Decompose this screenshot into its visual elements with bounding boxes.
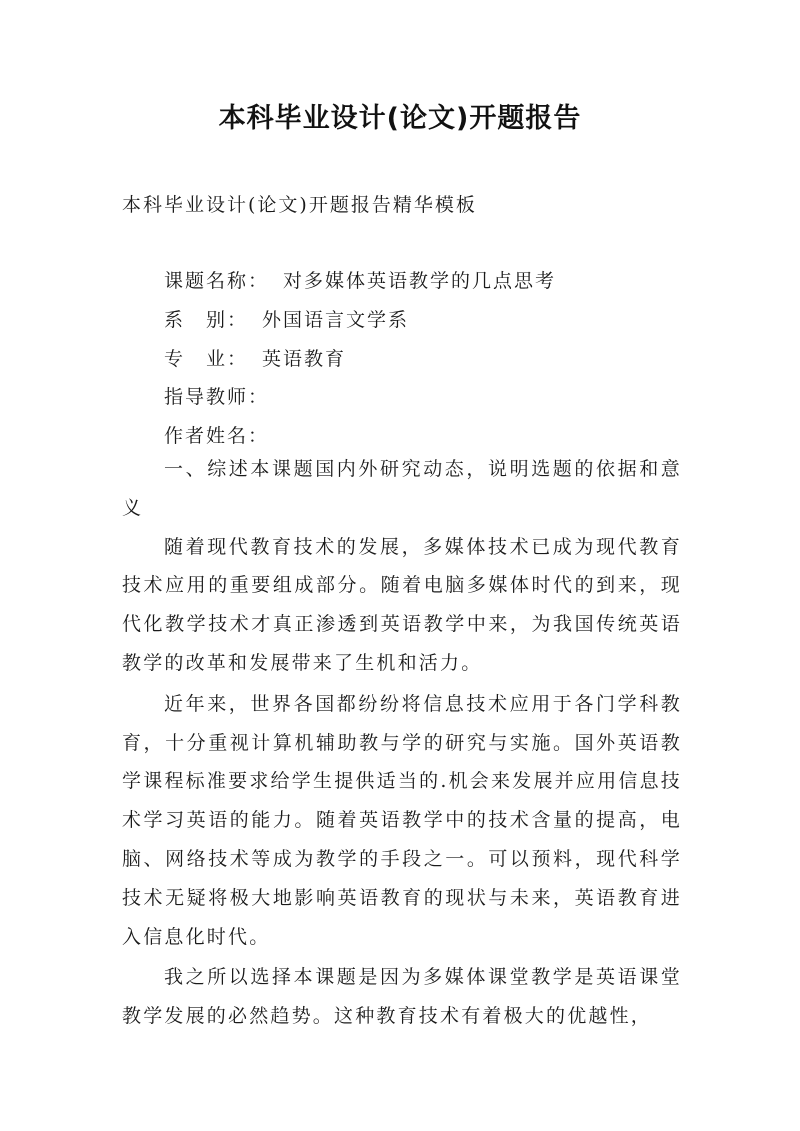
field-department-label: 系 别： bbox=[164, 309, 249, 331]
document-subtitle: 本科毕业设计(论文)开题报告精华模板 bbox=[122, 194, 477, 216]
field-major bbox=[164, 344, 346, 371]
field-topic bbox=[164, 266, 556, 293]
document-body bbox=[122, 450, 682, 1036]
field-major-value: 英语教育 bbox=[262, 348, 347, 370]
field-advisor-label: 指导教师： bbox=[164, 386, 270, 408]
section-heading: 一、综述本课题国内外研究动态，说明选题的依据和意义 bbox=[122, 458, 682, 519]
field-topic-label: 课题名称： bbox=[164, 270, 270, 292]
body-paragraph: 随着现代教育技术的发展，多媒体技术已成为现代教育技术应用的重要组成部分。随着电脑多媒体时代的到来，现代化教学技术才真正渗透到英语教学中来，为我国传统英语教学的改革和发展带来了生机和活力。 bbox=[122, 535, 682, 674]
field-author bbox=[164, 421, 283, 448]
field-author-label: 作者姓名： bbox=[164, 425, 270, 447]
body-paragraph: 近年来，世界各国都纷纷将信息技术应用于各门学科教育，十分重视计算机辅助教与学的研究与实施。国外英语教学课程标准要求给学生提供适当的.机会来发展并应用信息技术学习英语的能力。随着英语教学中的技术含量的提高，电脑、网络技术等成为教学的手段之一。可以预料，现代科学技术无疑将极大地影响英语教育的现状与未来，英语教育进入信息化时代。 bbox=[122, 692, 682, 948]
field-topic-value: 对多媒体英语教学的几点思考 bbox=[283, 270, 557, 292]
field-department-value: 外国语言文学系 bbox=[262, 309, 410, 331]
field-department bbox=[164, 305, 409, 332]
field-advisor bbox=[164, 382, 283, 409]
document-title: 本科毕业设计(论文)开题报告 bbox=[218, 103, 582, 134]
body-paragraph: 我之所以选择本课题是因为多媒体课堂教学是英语课堂教学发展的必然趋势。这种教育技术有着极大的优越性， bbox=[122, 966, 682, 1028]
field-major-label: 专 业： bbox=[164, 348, 249, 370]
